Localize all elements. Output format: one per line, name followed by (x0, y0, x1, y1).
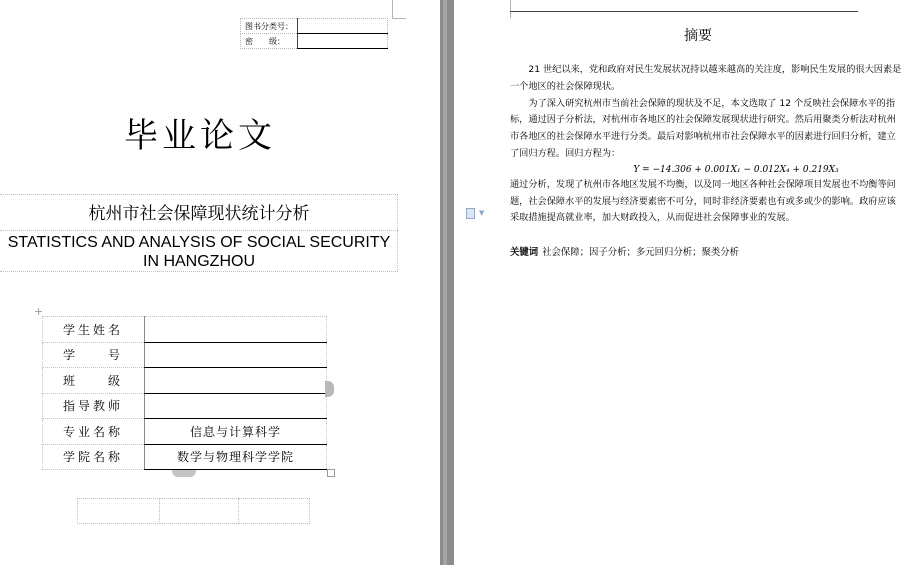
table-move-handle-icon[interactable]: + (34, 305, 44, 318)
table-row (43, 444, 327, 470)
info-label: 班 级 (43, 368, 145, 394)
table-bottom-handle[interactable] (172, 470, 196, 477)
table-row (43, 342, 327, 368)
abstract-paragraph: 21 世纪以来，党和政府对民生发展状况持以越来越高的关注度，影响民生发展的很大因素是一个地区的社会保障现状。 (510, 64, 902, 92)
security-level-field[interactable] (298, 34, 388, 49)
thesis-title-block (0, 194, 398, 272)
table-row (43, 368, 327, 394)
regression-formula: Y = −14.306 + 0.001X₁ − 0.012X₄ + 0.219X₃ (633, 164, 839, 175)
security-level-row (241, 34, 388, 49)
info-label: 专业名称 (43, 419, 145, 445)
footer-table (77, 498, 310, 524)
keywords-label: 关键词 (510, 247, 539, 258)
info-label: 学生姓名 (43, 317, 145, 343)
thesis-title-english[interactable]: STATISTICS AND ANALYSIS OF SOCIAL SECURITY IN HANGZHOU (7, 234, 391, 270)
classification-label: 图书分类号： (241, 19, 298, 34)
cover-page (0, 0, 440, 565)
crop-mark (510, 0, 511, 18)
student-info-table (42, 316, 327, 470)
crop-mark (392, 18, 406, 19)
security-level-label: 密 级： (241, 34, 298, 49)
classification-row (241, 19, 388, 34)
student-name-field[interactable] (145, 317, 327, 343)
table-row (43, 419, 327, 445)
abstract-paragraph: 为了深入研究杭州市当前社会保障的现状及不足，本文选取了 12 个反映社会保障水平的指标，通过因子分析法，对杭州市各地区的社会保障发展现状进行研究。然后用聚类分析法对杭州市各地区的社会保障水平进行分类。最后对影响杭州市社会保障水平的因素进行回归分析，建立了回归方程。回归方程为： (510, 97, 896, 159)
advisor-field[interactable] (145, 393, 327, 419)
class-field[interactable] (145, 368, 327, 394)
title-divider (0, 230, 398, 231)
classification-number-field[interactable] (298, 19, 388, 34)
classification-table (240, 18, 388, 49)
table-resize-handle[interactable] (327, 469, 335, 477)
table-cell[interactable] (160, 499, 239, 524)
info-label: 指导教师 (43, 393, 145, 419)
abstract-paragraph: 通过分析，发现了杭州市各地区发展不均衡，以及同一地区各种社会保障项目发展也不均衡等问题，社会保障水平的发展与经济要素密不可分，同时非经济要素也有或多或少的影响。政府应该采取措施提高就业率，加大财政投入，从而促进社会保障事业的发展。 (510, 178, 896, 224)
table-cell[interactable] (239, 499, 310, 524)
table-cell[interactable] (78, 499, 160, 524)
info-label: 学院名称 (43, 444, 145, 470)
info-label: 学 号 (43, 342, 145, 368)
keywords-text: 社会保障；因子分析；多元回归分析；聚类分析 (542, 247, 740, 258)
abstract-body[interactable] (510, 62, 902, 227)
table-row (78, 499, 310, 524)
document-icon[interactable] (466, 208, 475, 219)
table-row (43, 393, 327, 419)
keywords-line (510, 244, 902, 258)
document-type-title: 毕业论文 (124, 116, 276, 156)
abstract-page (454, 0, 910, 565)
student-id-field[interactable] (145, 342, 327, 368)
dropdown-caret-icon[interactable]: ▼ (479, 209, 485, 217)
abstract-heading: 摘要 (684, 28, 712, 44)
header-rule (510, 11, 858, 12)
table-side-handle[interactable] (325, 381, 334, 397)
crop-mark (392, 0, 393, 18)
page-gutter (440, 0, 454, 565)
college-field[interactable]: 数学与物理科学学院 (145, 444, 327, 470)
table-row (43, 317, 327, 343)
thesis-title-chinese[interactable]: 杭州市社会保障现状统计分析 (88, 204, 310, 224)
major-field[interactable]: 信息与计算科学 (145, 419, 327, 445)
